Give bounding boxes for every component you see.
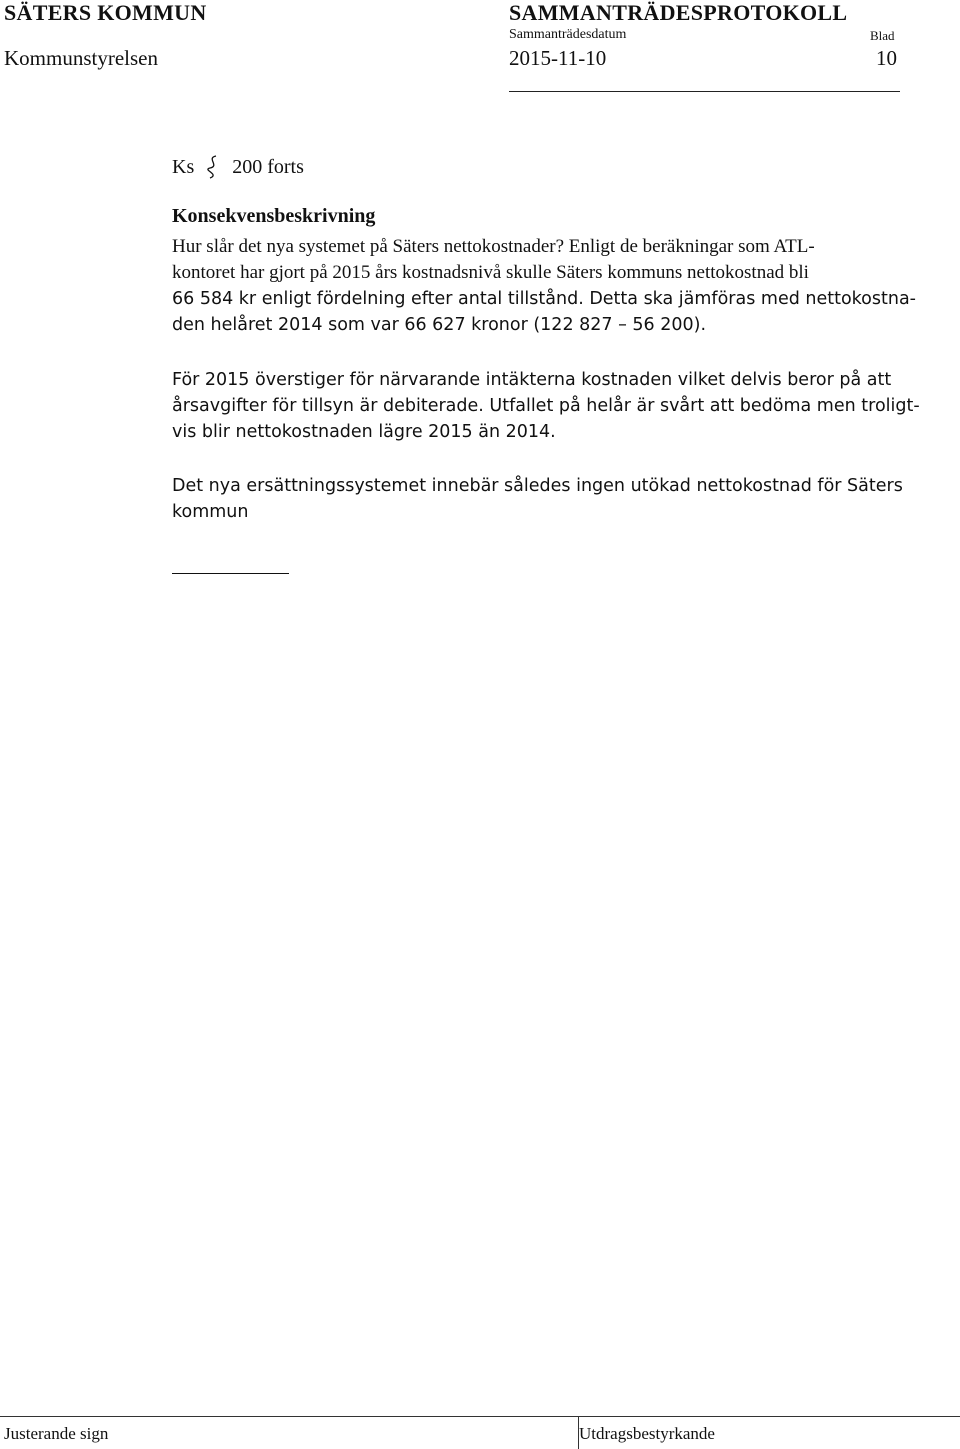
paragraph-3 [172,473,932,525]
date-label: Sammanträdesdatum [509,27,627,42]
page-number: 10 [876,46,897,70]
paragraph-2-line: För 2015 överstiger för närvarande intäkterna kostnaden vilket delvis beror på att [172,370,892,390]
paragraph-1 [172,234,932,338]
organization-name: SÄTERS KOMMUN [4,0,207,25]
justerande-sign-label: Justerande sign [4,1424,109,1443]
section-heading: Konsekvensbeskrivning [172,205,376,227]
paragraph-2 [172,367,932,445]
department-name: Kommunstyrelsen [4,46,158,70]
ks-number: 200 forts [232,155,304,178]
ks-prefix: Ks [172,155,195,178]
section-sign-icon [198,154,228,180]
utdragsbestyrkande-label: Utdragsbestyrkande [579,1424,715,1443]
paragraph-2-line: vis blir nettokostnaden lägre 2015 än 2014. [172,422,556,442]
paragraph-2-line: årsavgifter för tillsyn är debiterade. Utfallet på helår är svårt att bedöma men troligt- [172,396,920,416]
section-reference [172,154,304,180]
paragraph-1-line: kontoret har gjort på 2015 års kostnadsnivå skulle Säters kommuns nettokostnad bli [172,262,809,283]
footer-top-rule [0,1416,960,1417]
paragraph-3-line: kommun [172,502,249,522]
end-rule [172,573,289,574]
paragraph-1-line: 66 584 kr enligt fördelning efter antal tillstånd. Detta ska jämföras med nettokostna- [172,289,916,309]
paragraph-1-line: den helåret 2014 som var 66 627 kronor (122 827 – 56 200). [172,315,707,335]
meeting-date: 2015-11-10 [509,46,607,70]
blad-label: Blad [870,28,895,43]
paragraph-3-line: Det nya ersättningssystemet innebär således ingen utökad nettokostnad för Säters [172,476,903,496]
document-title: SAMMANTRÄDESPROTOKOLL [509,0,848,25]
header-rule [509,91,900,92]
paragraph-1-line: Hur slår det nya systemet på Säters nettokostnader? Enligt de beräkningar som ATL- [172,236,815,257]
